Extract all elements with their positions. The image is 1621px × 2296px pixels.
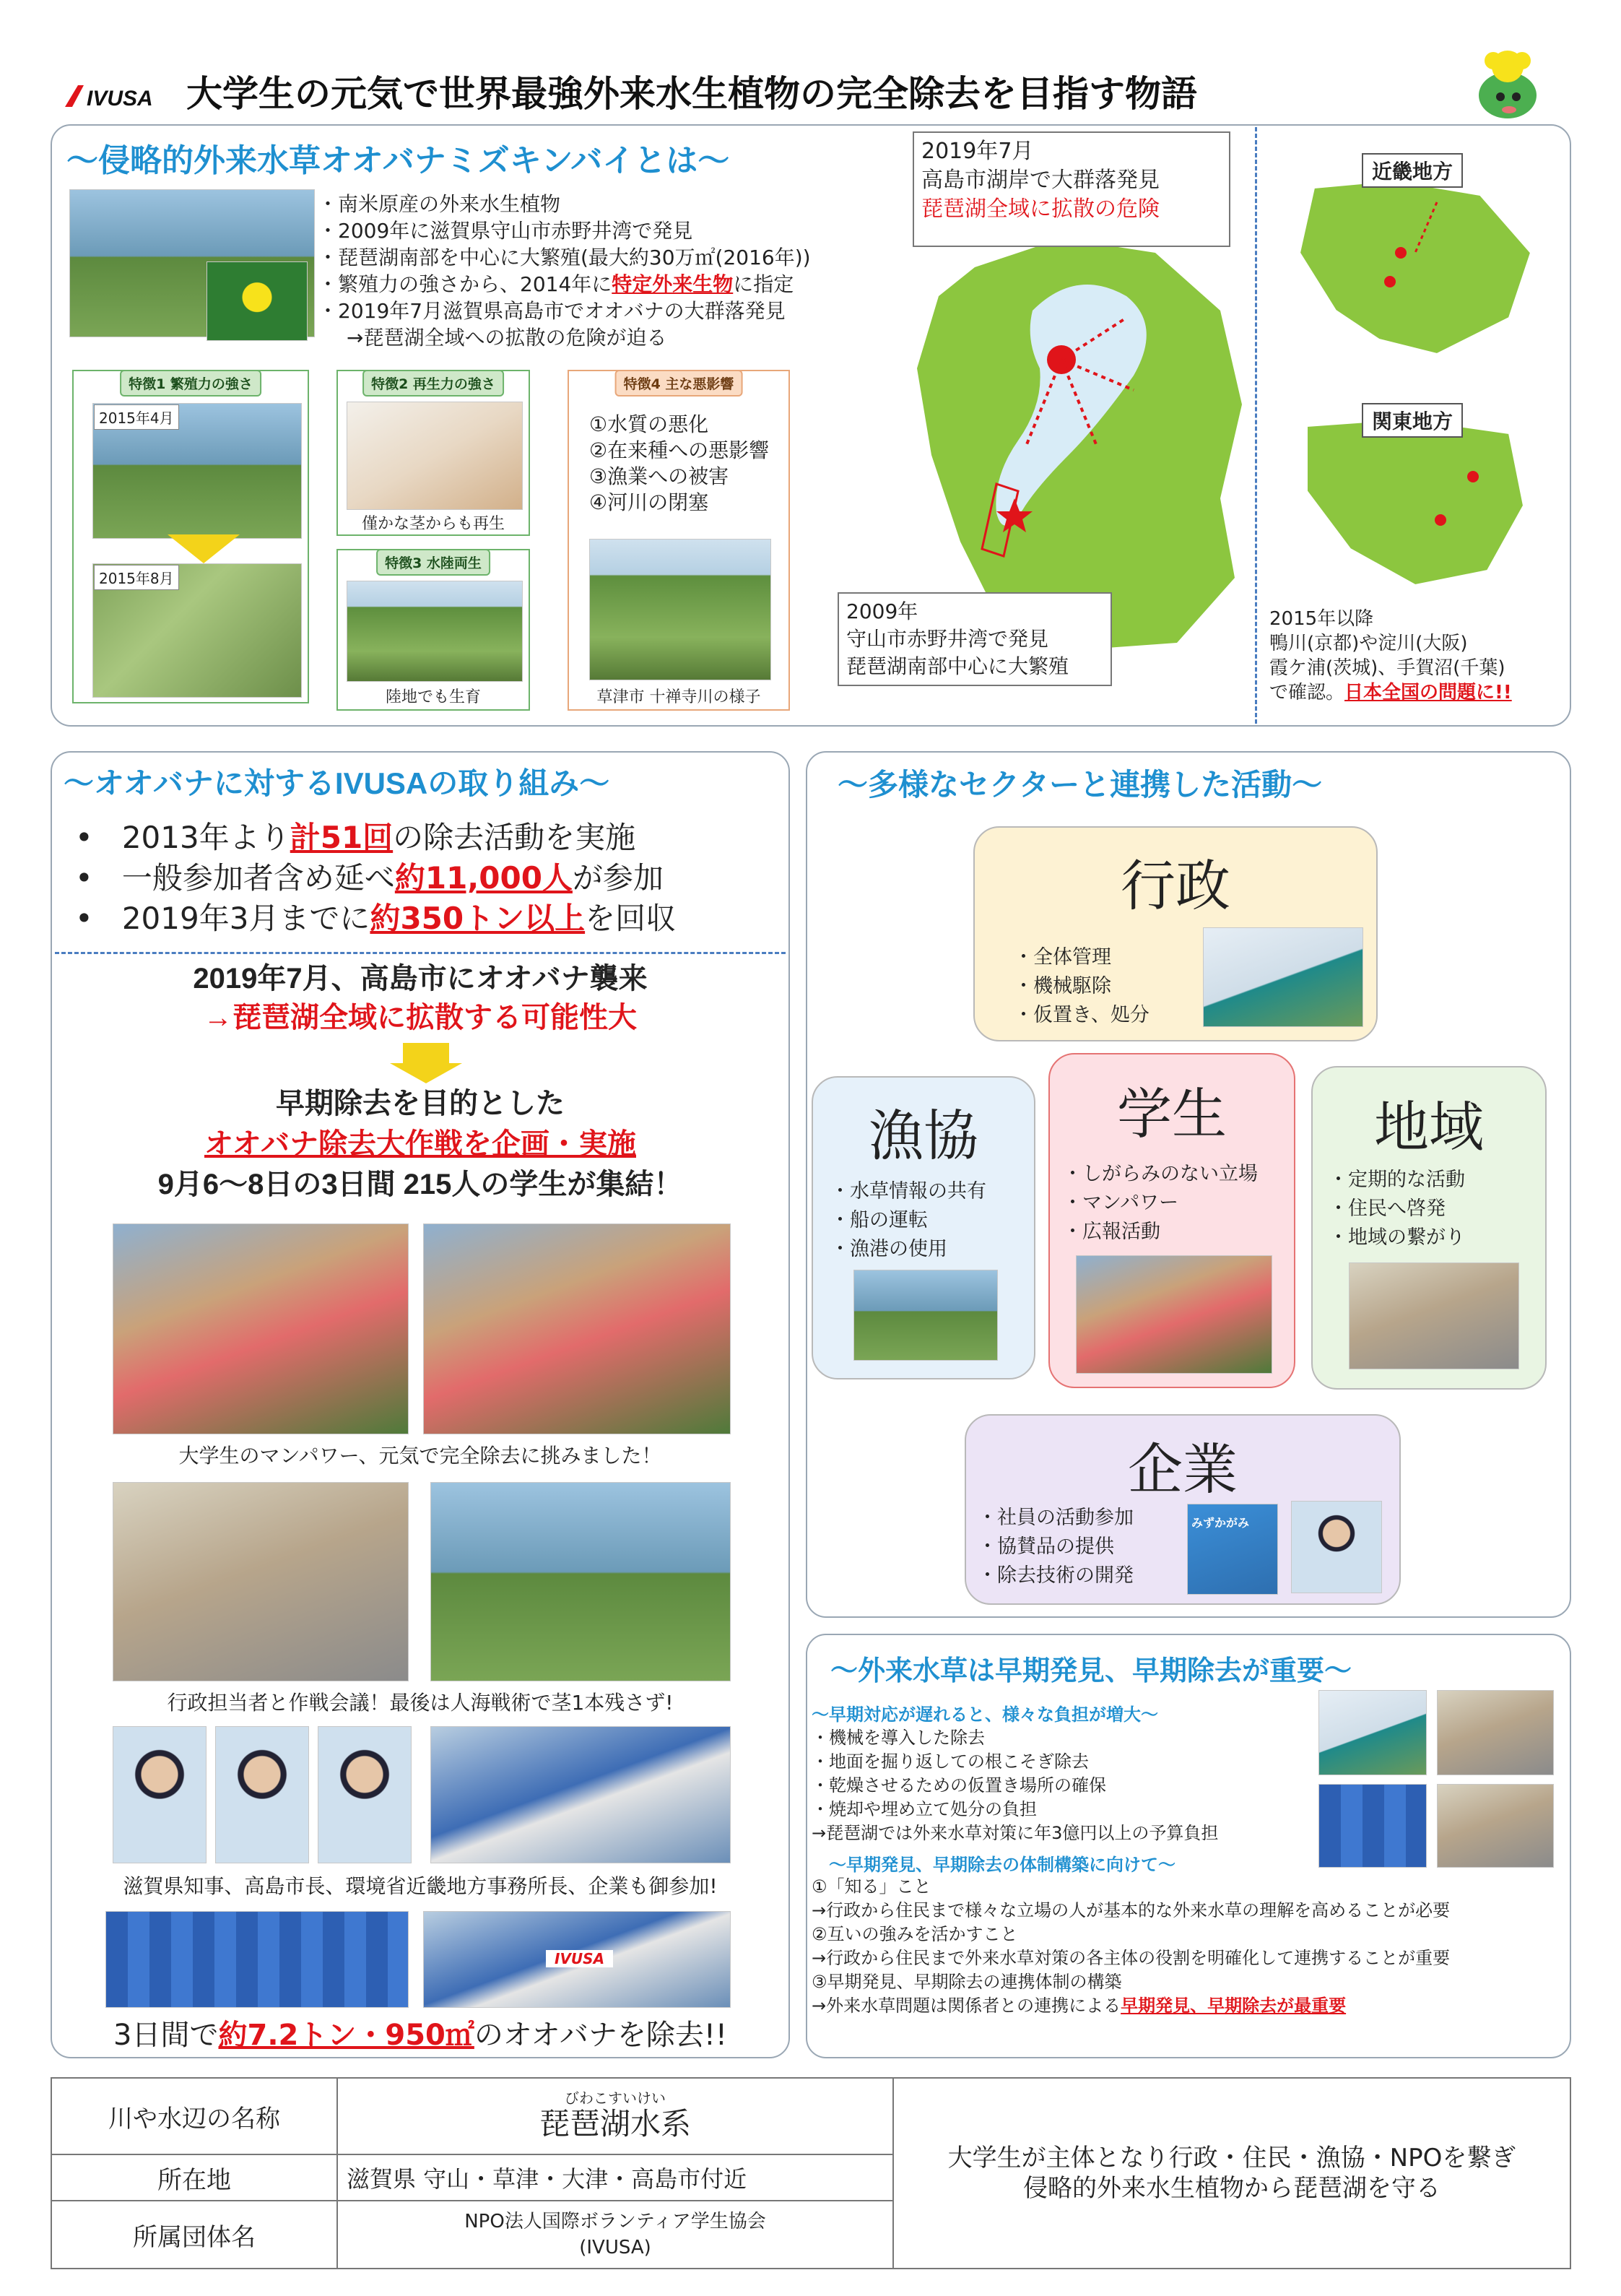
sector-gyosei (973, 826, 1378, 1041)
effect-item: ①水質の悪化 (589, 412, 709, 436)
down-arrow-icon-head (390, 1063, 462, 1083)
feature-4-caption: 草津市 十禅寺川の様子 (596, 688, 761, 706)
feature-1-caption-april: 2015年4月 (94, 404, 179, 430)
plan-block: 早期除去を目的とした オオバナ除去大作戦を企画・実施 9月6～8日の3日間 215人の学生が集結！ (157, 1088, 683, 1200)
collected-bags-photo (105, 1911, 409, 2008)
early-highlight: 早期発見、早期除去が最重要 (1121, 1996, 1347, 2016)
sector-gakusei-photo (1076, 1255, 1272, 1374)
sector-gyokyo (812, 1076, 1035, 1379)
early-list2: ①「知る」こと →行政から住民まで様々な立場の人が基本的な外来水草の理解を高めることが必要 ②互いの強みを活かすこと →行政から住民まで外来水草対策の各主体の役割を明確化して連携することが重要 ③早期発見、早期除去の連携体制の構築 →外来水草問題は関係者との連携による早期発見、早期除去が最重要 (812, 1876, 1451, 2016)
dignitary-photo-2 (215, 1726, 309, 1863)
sector-kigyo-person-photo (1291, 1501, 1382, 1593)
map-divider (1255, 127, 1257, 724)
invasion-bullet: ・琵琶湖南部を中心に大繁殖(最大約30万㎡(2016年)) (318, 246, 811, 269)
early-photo-3 (1318, 1784, 1427, 1868)
early-photo-1 (1318, 1690, 1427, 1775)
map-callout-2009: 2009年 守山市赤野井湾で発見 琵琶湖南部中心に大繁殖 (838, 592, 1112, 686)
efforts-stats (75, 818, 676, 939)
feature-3-photo (347, 581, 523, 682)
logo-mark-icon (62, 81, 170, 111)
sector-gakusei (1048, 1053, 1295, 1388)
sector-kigyo (965, 1414, 1401, 1605)
invasion-bullet: ・繁殖力の強さから、2014年に特定外来生物に指定 (318, 272, 794, 296)
designation-highlight: 特定外来生物 (612, 272, 734, 296)
early-photo-4 (1437, 1784, 1554, 1868)
result-highlight: 約7.2トン・950㎡ (218, 2019, 474, 2052)
effect-item: ③漁業への被害 (589, 464, 729, 488)
feature-4-photo (589, 539, 771, 680)
stat-item: • 2013年より計51回の除去活動を実施 (75, 820, 636, 855)
invasion-title: ～侵略的外来水草オオバナミズキンバイとは～ (66, 143, 730, 178)
kinki-map (1292, 173, 1538, 361)
feature-3-box (336, 549, 530, 711)
sector-gyosei-list: ・全体管理 ・機械駆除 ・仮置き、処分 (1014, 946, 1150, 1026)
kinki-label: 近畿地方 (1362, 153, 1463, 188)
activity-photo-2 (423, 1223, 731, 1434)
feature-4-box (568, 370, 790, 711)
sector-chiiki (1311, 1066, 1547, 1390)
shiga-map-icon (917, 238, 1249, 650)
feature-2-title: 特徴2 再生力の強さ (362, 370, 504, 397)
feature-3-caption: 陸地でも生育 (385, 688, 481, 706)
sector-chiiki-title: 地域 (1374, 1095, 1484, 1159)
meeting-photo-1 (113, 1482, 409, 1681)
sector-gakusei-list: ・しがらみのない立場 ・マンパワー ・広報活動 (1063, 1163, 1258, 1243)
activity-caption-1: 大学生のマンパワー、元気で完全除去に挑みました！ (178, 1444, 662, 1468)
early-sub2: ～早期発見、早期除去の体制構築に向けて～ (829, 1855, 1175, 1875)
group-photo (430, 1726, 731, 1863)
efforts-divider (55, 952, 786, 954)
org-label: 所属団体名 (51, 2201, 337, 2269)
svg-text:IVUSA: IVUSA (87, 87, 153, 111)
mascot-icon (1464, 45, 1551, 124)
sector-kigyo-title: 企業 (1128, 1437, 1238, 1502)
feature-3-title: 特徴3 水陸両生 (376, 549, 490, 576)
result-line: 3日間で約7.2トン・950㎡のオオバナを除去!! (113, 2019, 727, 2052)
early-title: ～外来水草は早期発見、早期除去が重要～ (830, 1656, 1352, 1686)
river-furigana: びわこすいけい (565, 2089, 666, 2107)
activity-photo-1 (113, 1223, 409, 1434)
alert-block: 2019年7月、高島市にオオバナ襲来 →琵琶湖全域に拡散する可能性大 (193, 963, 648, 1034)
invasion-bullet: ・南米原産の外来水生植物 (318, 192, 561, 216)
feature-2-photo (347, 402, 523, 510)
stat-item: • 一般参加者含め延べ約11,000人が参加 (75, 860, 664, 896)
kinki-map-icon (1292, 173, 1538, 361)
sector-gyosei-title: 行政 (1121, 854, 1230, 918)
sector-gyokyo-title: 漁協 (869, 1104, 978, 1168)
feature-2-caption: 僅かな茎からも再生 (361, 515, 505, 533)
invasion-bullet: ・2009年に滋賀県守山市赤野井湾で発見 (318, 219, 693, 243)
feature-2-box (336, 370, 530, 536)
dignitary-photo-3 (318, 1726, 412, 1863)
early-sub1: ～早期対応が遅れると、様々な負担が増大～ (812, 1704, 1158, 1725)
dignitary-photo-1 (113, 1726, 207, 1863)
activity-caption-3: 滋賀県知事、高島市長、環境省近畿地方事務所長、企業も御参加! (123, 1874, 718, 1898)
location-value: 滋賀県 守山・草津・大津・高島市付近 (337, 2154, 893, 2201)
invasion-bullet: →琵琶湖全域への拡散の危険が迫る (347, 326, 667, 350)
efforts-title: ～オオバナに対するIVUSAの取り組み～ (64, 766, 610, 800)
feature-1-box (72, 370, 309, 703)
sector-gyosei-photo (1203, 927, 1363, 1027)
activity-caption-2: 行政担当者と作戦会議！最後は人海戦術で茎1本残さず! (167, 1691, 674, 1715)
invasion-bullet: ・2019年7月滋賀県高島市でオオバナの大群落発見 (318, 299, 786, 323)
effect-item: ④河川の閉塞 (589, 490, 709, 514)
sector-gyokyo-list: ・水草情報の共有 ・船の運転 ・漁港の使用 (830, 1180, 986, 1260)
org-value: NPO法人国際ボランティア学生協会 (IVUSA) (337, 2201, 893, 2269)
river-label: 川や水辺の名称 (51, 2078, 337, 2154)
biwa-map (917, 238, 1249, 650)
map-callout-2019: 2019年7月 高島市湖岸で大群落発見 琵琶湖全域に拡散の危険 (913, 131, 1230, 247)
down-arrow-icon (403, 1043, 449, 1065)
sector-chiiki-list: ・定期的な活動 ・住民へ啓発 ・地域の繋がり (1329, 1169, 1465, 1249)
national-issue-highlight: 日本全国の問題に!! (1344, 682, 1512, 703)
feature-4-list (589, 412, 769, 516)
page-title: 大学生の元気で世界最強外来水生植物の完全除去を目指す物語 (186, 74, 1197, 114)
early-photo-2 (1437, 1690, 1554, 1775)
book-title: みずかがみ (1191, 1516, 1250, 1530)
invasion-bullets (318, 191, 811, 351)
down-arrow-icon (168, 534, 240, 563)
stat-item: • 2019年3月までに約350トン以上を回収 (75, 901, 677, 936)
spread-note: 2015年以降 鴨川(京都)や淀川(大阪) 霞ケ浦(茨城)、手賀沼(千葉) で確認。日本全国の問題に!! (1269, 608, 1512, 703)
meeting-photo-2 (430, 1482, 731, 1681)
flower-photo (207, 261, 308, 341)
feature-1-title: 特徴1 繁殖力の強さ (120, 370, 261, 397)
sector-gyokyo-photo (853, 1270, 998, 1361)
sector-gakusei-title: 学生 (1117, 1082, 1227, 1146)
river-name: 琵琶湖水系 (539, 2106, 691, 2141)
location-label: 所在地 (51, 2154, 337, 2201)
sectors-title: ～多様なセクターと連携した活動～ (838, 768, 1323, 802)
river-cell (337, 2078, 893, 2154)
ivusa-logo (62, 81, 170, 111)
kanto-label: 関東地方 (1362, 403, 1463, 438)
sector-kigyo-list: ・社員の活動参加 ・協賛品の提供 ・除去技術の開発 (978, 1507, 1134, 1587)
summary-cell: 大学生が主体となり行政・住民・漁協・NPOを繋ぎ 侵略的外来水生植物から琵琶湖を守る (893, 2078, 1570, 2269)
feature-1-caption-august: 2015年8月 (94, 565, 179, 590)
early-list1: ・機械を導入した除去 ・地面を掘り返しての根こそぎ除去 ・乾燥させるための仮置き場所の確保 ・焼却や埋め立て処分の負担 →琵琶湖では外来水草対策に年3億円以上の予算負担 (812, 1728, 1219, 1843)
sector-chiiki-photo (1349, 1262, 1519, 1369)
feature-4-title: 特徴4 主な悪影響 (615, 370, 743, 397)
info-table (51, 2077, 1571, 2269)
banner-text: IVUSA (546, 1950, 613, 1967)
effect-item: ②在来種への悪影響 (589, 438, 770, 462)
